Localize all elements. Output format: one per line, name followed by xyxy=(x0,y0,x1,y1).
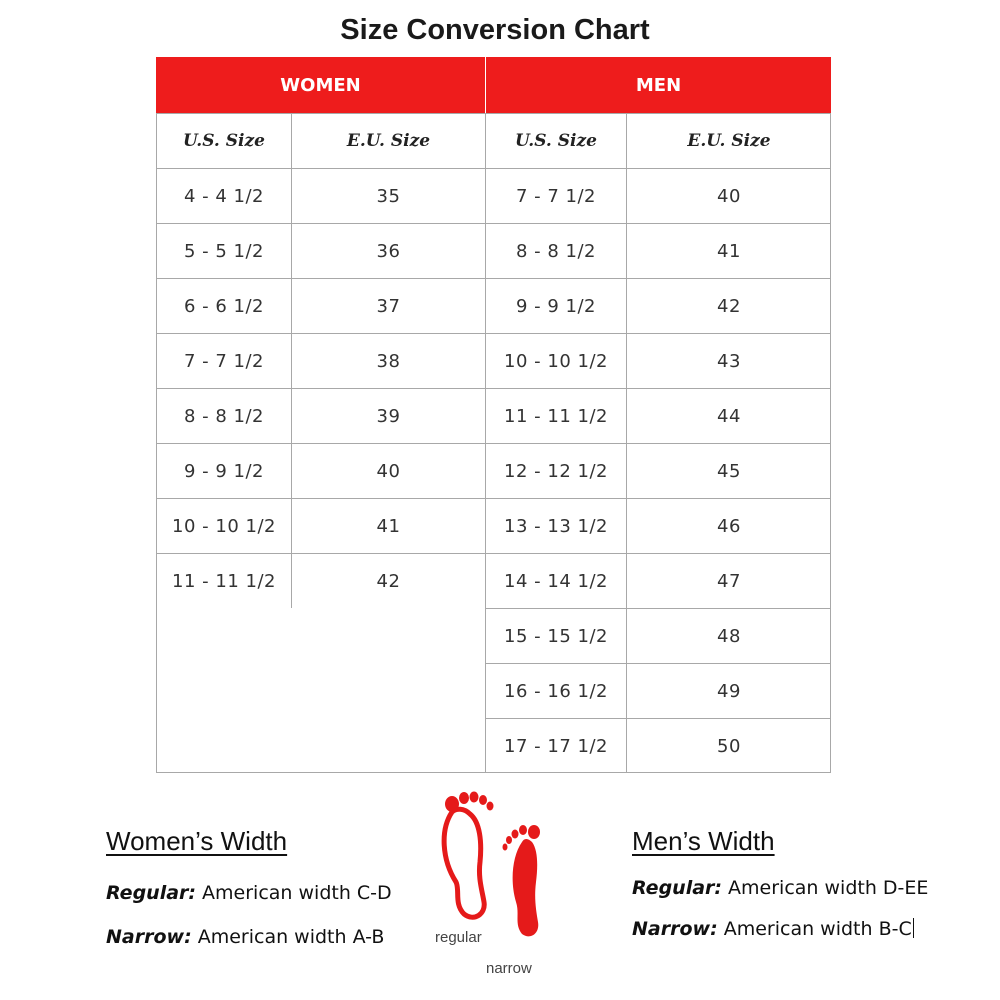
womens-narrow-width xyxy=(106,926,384,948)
men-eu-size-cell: 45 xyxy=(626,443,831,498)
men-eu-size-cell: 40 xyxy=(626,168,831,223)
men-eu-size-cell: 46 xyxy=(626,498,831,553)
footprint-icon xyxy=(430,790,560,940)
women-header: WOMEN xyxy=(156,57,485,113)
women-us-size-cell: 6 - 6 1/2 xyxy=(156,278,291,333)
women-us-size-cell: 11 - 11 1/2 xyxy=(156,553,291,608)
women-eu-size-cell: 40 xyxy=(291,443,485,498)
men-eu-size-cell: 44 xyxy=(626,388,831,443)
men-eu-size-cell: 41 xyxy=(626,223,831,278)
men-us-size-header: U.S. Size xyxy=(485,113,626,168)
women-us-size-cell: 5 - 5 1/2 xyxy=(156,223,291,278)
regular-foot-label: regular xyxy=(435,929,482,946)
mens-narrow-width xyxy=(632,918,914,940)
men-eu-size-cell: 50 xyxy=(626,718,831,773)
regular-label: Regular: xyxy=(106,882,196,904)
women-eu-size-cell: 35 xyxy=(291,168,485,223)
regular-value: American width C-D xyxy=(196,882,392,904)
women-us-size-cell: 10 - 10 1/2 xyxy=(156,498,291,553)
men-eu-size-cell: 42 xyxy=(626,278,831,333)
women-eu-size-header: E.U. Size xyxy=(291,113,485,168)
men-header: MEN xyxy=(485,57,831,113)
men-us-size-cell: 8 - 8 1/2 xyxy=(485,223,626,278)
text-cursor xyxy=(913,918,914,938)
women-eu-size-cell: 37 xyxy=(291,278,485,333)
men-us-size-cell: 17 - 17 1/2 xyxy=(485,718,626,773)
women-us-size-cell: 9 - 9 1/2 xyxy=(156,443,291,498)
narrow-label: Narrow: xyxy=(106,926,192,948)
narrow-value: American width B-C xyxy=(717,918,912,940)
women-us-size-header: U.S. Size xyxy=(156,113,291,168)
men-eu-size-header: E.U. Size xyxy=(626,113,831,168)
narrow-foot-label: narrow xyxy=(486,960,532,977)
womens-regular-width xyxy=(106,882,392,904)
men-eu-size-cell: 47 xyxy=(626,553,831,608)
men-us-size-cell: 13 - 13 1/2 xyxy=(485,498,626,553)
men-us-size-cell: 11 - 11 1/2 xyxy=(485,388,626,443)
women-us-size-cell: 4 - 4 1/2 xyxy=(156,168,291,223)
men-us-size-cell: 7 - 7 1/2 xyxy=(485,168,626,223)
regular-footprint-icon xyxy=(444,809,484,917)
mens-width-section xyxy=(632,826,775,857)
narrow-label: Narrow: xyxy=(632,918,718,940)
men-eu-size-cell: 48 xyxy=(626,608,831,663)
women-eu-size-cell: 36 xyxy=(291,223,485,278)
regular-label: Regular: xyxy=(632,877,722,899)
womens-width-section xyxy=(106,826,287,857)
size-table xyxy=(156,57,831,773)
women-eu-size-cell: 42 xyxy=(291,553,485,608)
men-us-size-cell: 10 - 10 1/2 xyxy=(485,333,626,388)
men-us-size-cell: 14 - 14 1/2 xyxy=(485,553,626,608)
womens-width-title: Women’s Width xyxy=(106,826,288,856)
men-us-size-cell: 16 - 16 1/2 xyxy=(485,663,626,718)
women-us-size-cell: 7 - 7 1/2 xyxy=(156,333,291,388)
mens-width-title: Men’s Width xyxy=(632,826,775,856)
men-eu-size-cell: 49 xyxy=(626,663,831,718)
women-eu-size-cell: 39 xyxy=(291,388,485,443)
narrow-footprint-icon xyxy=(503,825,541,936)
men-us-size-cell: 12 - 12 1/2 xyxy=(485,443,626,498)
page-title: Size Conversion Chart xyxy=(340,14,650,46)
women-us-size-cell: 8 - 8 1/2 xyxy=(156,388,291,443)
narrow-value: American width A-B xyxy=(191,926,385,948)
women-eu-size-cell: 38 xyxy=(291,333,485,388)
mens-regular-width xyxy=(632,877,928,899)
regular-toes-icon xyxy=(445,792,494,813)
men-us-size-cell: 15 - 15 1/2 xyxy=(485,608,626,663)
regular-value: American width D-EE xyxy=(722,877,929,899)
women-eu-size-cell: 41 xyxy=(291,498,485,553)
men-eu-size-cell: 43 xyxy=(626,333,831,388)
men-us-size-cell: 9 - 9 1/2 xyxy=(485,278,626,333)
